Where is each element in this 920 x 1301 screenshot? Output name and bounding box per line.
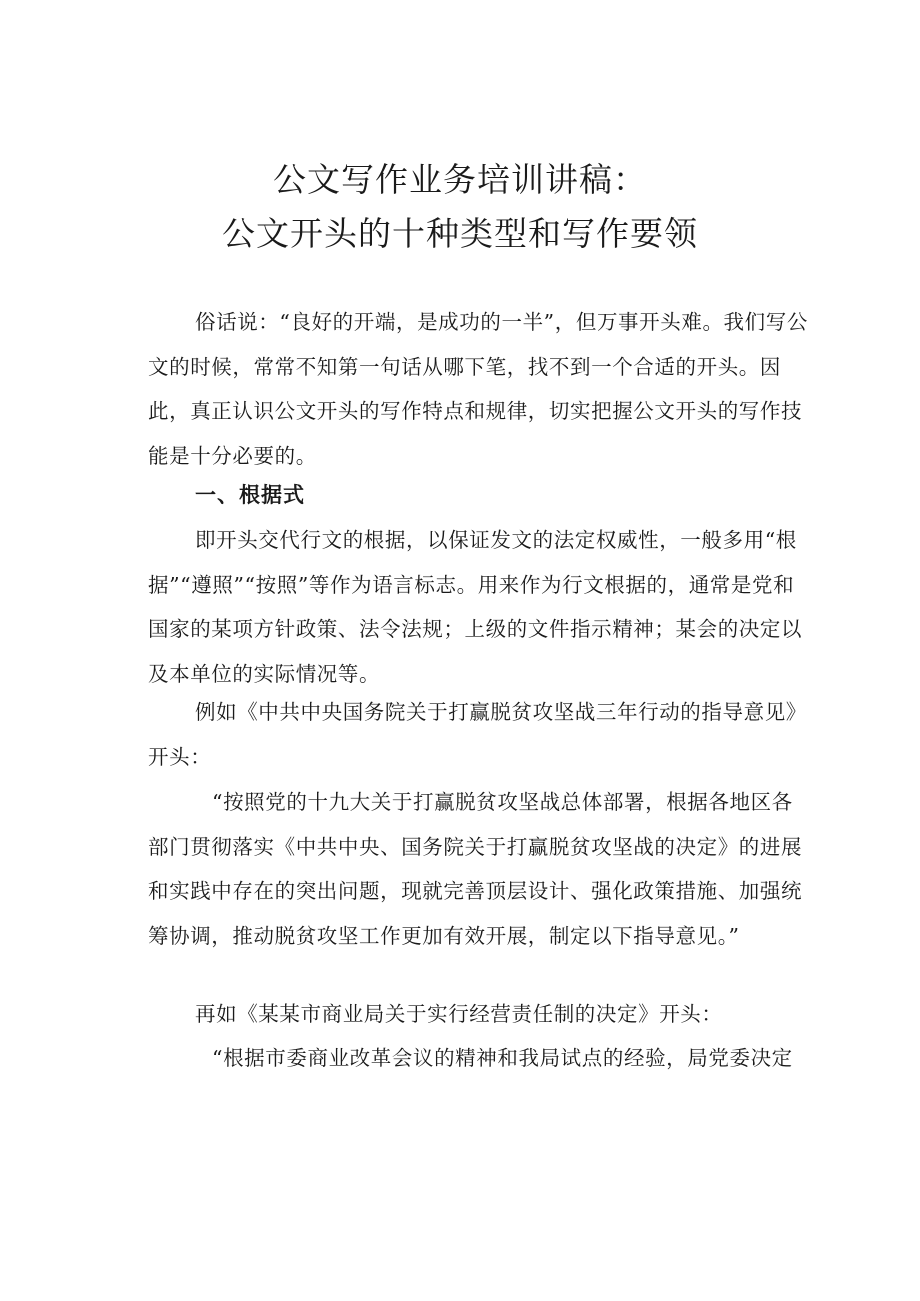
document-title-line-2: 公文开头的十种类型和写作要领	[222, 214, 698, 253]
section-heading-basis: 一、根据式	[195, 483, 305, 507]
section-1-paragraph: 即开头交代行文的根据，以保证发文的法定权威性，一般多用“根据”“遵照”“按照”等作为语言标志。用来作为行文根据的，通常是党和国家的某项方针政策、法令法规；上级的文件指示精神；某会的决定以及本单位的实际情况等。	[148, 528, 803, 686]
example-1-intro: 例如《中共中央国务院关于打赢脱贫攻坚战三年行动的指导意见》开头：	[148, 700, 807, 769]
example-2-quote: “根据市委商业改革会议的精神和我局试点的经验，局党委决定	[212, 1046, 793, 1070]
document-title-line-1: 公文写作业务培训讲稿：	[273, 160, 647, 199]
example-1-quote: “按照党的十九大关于打赢脱贫攻坚战总体部署，根据各地区各部门贯彻落实《中共中央、国务院关于打赢脱贫攻坚战的决定》的进展和实践中存在的突出问题，现就完善顶层设计、强化政策措施、加强统筹协调，推动脱贫攻坚工作更加有效开展，制定以下指导意见。”	[148, 790, 803, 948]
example-2-intro: 再如《某某市商业局关于实行经营责任制的决定》开头：	[195, 1002, 723, 1026]
intro-paragraph: 俗话说：“良好的开端，是成功的一半”，但万事开头难。我们写公文的时候，常常不知第一句话从哪下笔，找不到一个合适的开头。因此，真正认识公文开头的写作特点和规律，切实把握公文开头的写作技能是十分必要的。	[148, 310, 808, 468]
